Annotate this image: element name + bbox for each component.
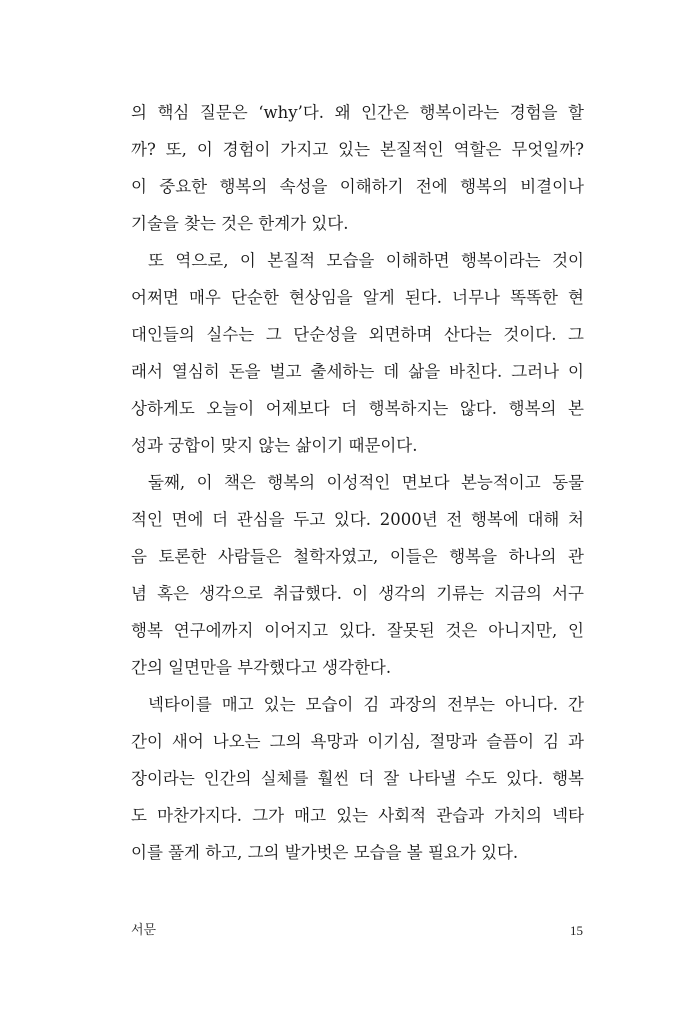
paragraph-2	[131, 242, 584, 464]
text-line: 둘째, 이 책은 행복의 이성적인 면보다 본능적이고 동물	[148, 473, 584, 492]
text-line: 까? 또, 이 경험이 가지고 있는 본질적인 역할은 무엇일까?	[131, 140, 584, 159]
text-line: 간의 일면만을 부각했다고 생각한다.	[131, 658, 392, 677]
text-line: 음 토론한 사람들은 철학자였고, 이들은 행복을 하나의 관	[131, 547, 584, 566]
text-line: 행복 연구에까지 이어지고 있다. 잘못된 것은 아니지만, 인	[131, 621, 584, 640]
text-line: 이를 풀게 하고, 그의 발가벗은 모습을 볼 필요가 있다.	[131, 843, 519, 862]
text-line: 어쩌면 매우 단순한 현상임을 알게 된다. 너무나 똑똑한 현	[131, 288, 584, 307]
text-line: 성과 궁합이 맞지 않는 삶이기 때문이다.	[131, 436, 418, 455]
text-line: 장이라는 인간의 실체를 훨씬 더 잘 나타낼 수도 있다. 행복	[131, 769, 584, 788]
text-line: 의 핵심 질문은 ‘why’다. 왜 인간은 행복이라는 경험을 할	[131, 103, 584, 122]
text-line: 대인들의 실수는 그 단순성을 외면하며 산다는 것이다. 그	[131, 325, 584, 344]
body-text	[131, 94, 584, 871]
text-line: 넥타이를 매고 있는 모습이 김 과장의 전부는 아니다. 간	[148, 695, 584, 714]
running-footer-section-title: 서문	[131, 923, 157, 938]
page-number: 15	[570, 923, 583, 938]
text-line: 념 혹은 생각으로 취급했다. 이 생각의 기류는 지금의 서구	[131, 584, 584, 603]
paragraph-1	[131, 94, 584, 242]
paragraph-3	[131, 464, 584, 686]
text-line: 도 마찬가지다. 그가 매고 있는 사회적 관습과 가치의 넥타	[131, 806, 584, 825]
text-line: 기술을 찾는 것은 한계가 있다.	[131, 214, 349, 233]
paragraph-4	[131, 686, 584, 871]
text-line: 간이 새어 나오는 그의 욕망과 이기심, 절망과 슬픔이 김 과	[131, 732, 584, 751]
text-line: 또 역으로, 이 본질적 모습을 이해하면 행복이라는 것이	[148, 251, 584, 270]
text-line: 이 중요한 행복의 속성을 이해하기 전에 행복의 비결이나	[131, 177, 584, 196]
text-line: 상하게도 오늘이 어제보다 더 행복하지는 않다. 행복의 본	[131, 399, 584, 418]
text-line: 래서 열심히 돈을 벌고 출세하는 데 삶을 바친다. 그러나 이	[131, 362, 584, 381]
text-line: 적인 면에 더 관심을 두고 있다. 2000년 전 행복에 대해 처	[131, 510, 584, 529]
